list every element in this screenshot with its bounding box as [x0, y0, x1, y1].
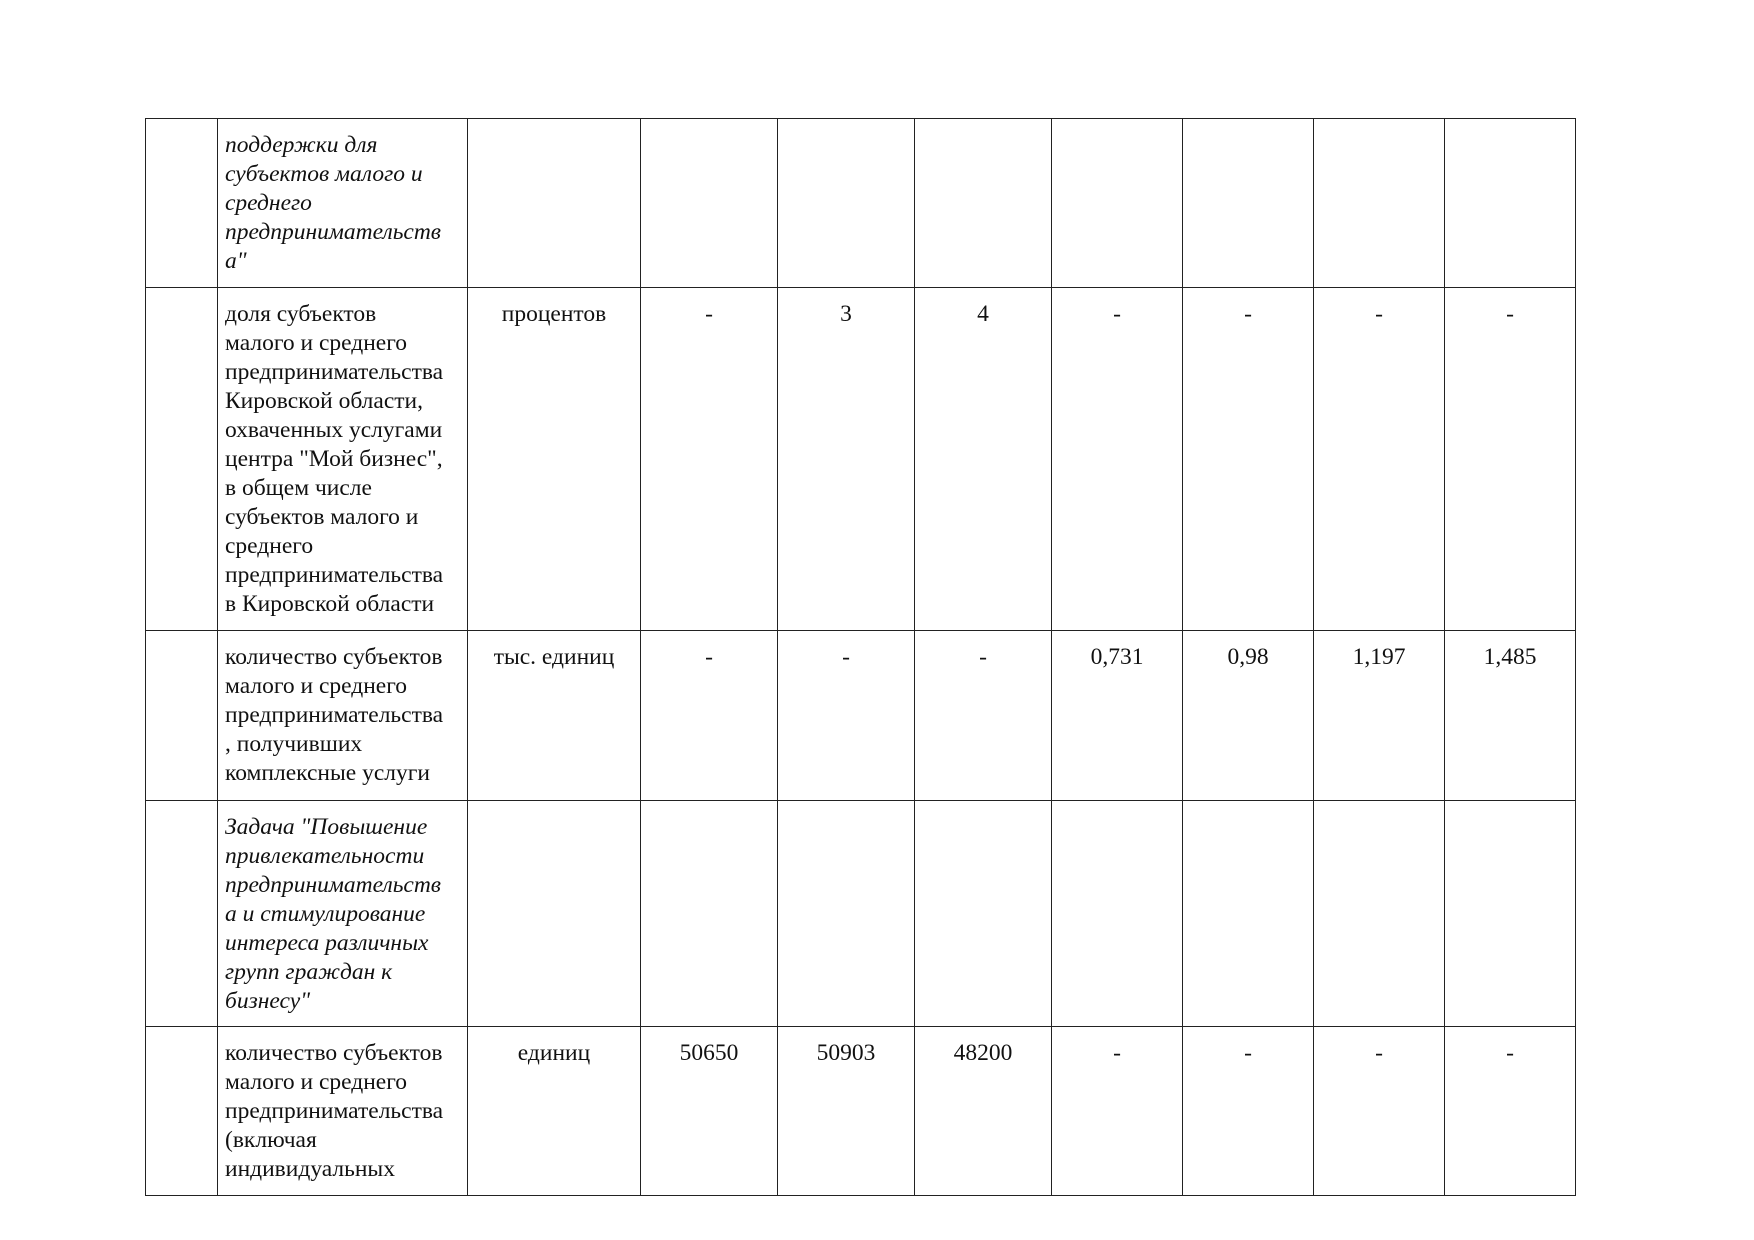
value-cell [1445, 801, 1576, 1027]
unit-cell: тыс. единиц [468, 631, 641, 801]
value-cell: - [1052, 288, 1183, 631]
table-row [146, 119, 1576, 288]
value-cell [1052, 801, 1183, 1027]
value-cell: - [1314, 288, 1445, 631]
table-row [146, 801, 1576, 1027]
value-cell [1183, 119, 1314, 288]
value-cell: - [1183, 1027, 1314, 1196]
number-cell [146, 119, 218, 288]
value-cell: - [1445, 1027, 1576, 1196]
unit-cell: процентов [468, 288, 641, 631]
value-cell [1183, 801, 1314, 1027]
value-cell [778, 119, 915, 288]
value-cell [1314, 119, 1445, 288]
value-cell: - [641, 288, 778, 631]
value-cell: - [1052, 1027, 1183, 1196]
indicator-name-cell: количество субъектов малого и среднего предпринимательства , получивших комплексные услуги [218, 631, 468, 801]
number-cell [146, 1027, 218, 1196]
value-cell [641, 119, 778, 288]
value-cell: - [1183, 288, 1314, 631]
number-cell [146, 631, 218, 801]
value-cell: 0,731 [1052, 631, 1183, 801]
value-cell: - [915, 631, 1052, 801]
value-cell: 4 [915, 288, 1052, 631]
value-cell: - [1445, 288, 1576, 631]
value-cell: 1,485 [1445, 631, 1576, 801]
value-cell [1052, 119, 1183, 288]
value-cell [1445, 119, 1576, 288]
number-cell [146, 801, 218, 1027]
table-row [146, 1027, 1576, 1196]
table-row [146, 631, 1576, 801]
value-cell [778, 801, 915, 1027]
value-cell: - [1314, 1027, 1445, 1196]
unit-cell: единиц [468, 1027, 641, 1196]
unit-cell [468, 119, 641, 288]
indicator-name-cell: количество субъектов малого и среднего предпринимательства (включая индивидуальных [218, 1027, 468, 1196]
unit-cell [468, 801, 641, 1027]
value-cell: - [641, 631, 778, 801]
number-cell [146, 288, 218, 631]
value-cell [915, 119, 1052, 288]
indicator-name-cell: Задача "Повышение привлекательности предпринимательств а и стимулирование интереса различных групп граждан к бизнесу" [218, 801, 468, 1027]
value-cell: 50903 [778, 1027, 915, 1196]
value-cell: 48200 [915, 1027, 1052, 1196]
value-cell: - [778, 631, 915, 801]
value-cell: 1,197 [1314, 631, 1445, 801]
table-row [146, 288, 1576, 631]
value-cell [915, 801, 1052, 1027]
value-cell: 50650 [641, 1027, 778, 1196]
indicator-name-cell: доля субъектов малого и среднего предпринимательства Кировской области, охваченных услугами центра "Мой бизнес", в общем числе субъектов малого и среднего предпринимательства в Кировской области [218, 288, 468, 631]
value-cell: 0,98 [1183, 631, 1314, 801]
indicator-name-cell: поддержки для субъектов малого и среднего предпринимательств а" [218, 119, 468, 288]
value-cell: 3 [778, 288, 915, 631]
indicator-table [145, 118, 1576, 1196]
value-cell [641, 801, 778, 1027]
value-cell [1314, 801, 1445, 1027]
